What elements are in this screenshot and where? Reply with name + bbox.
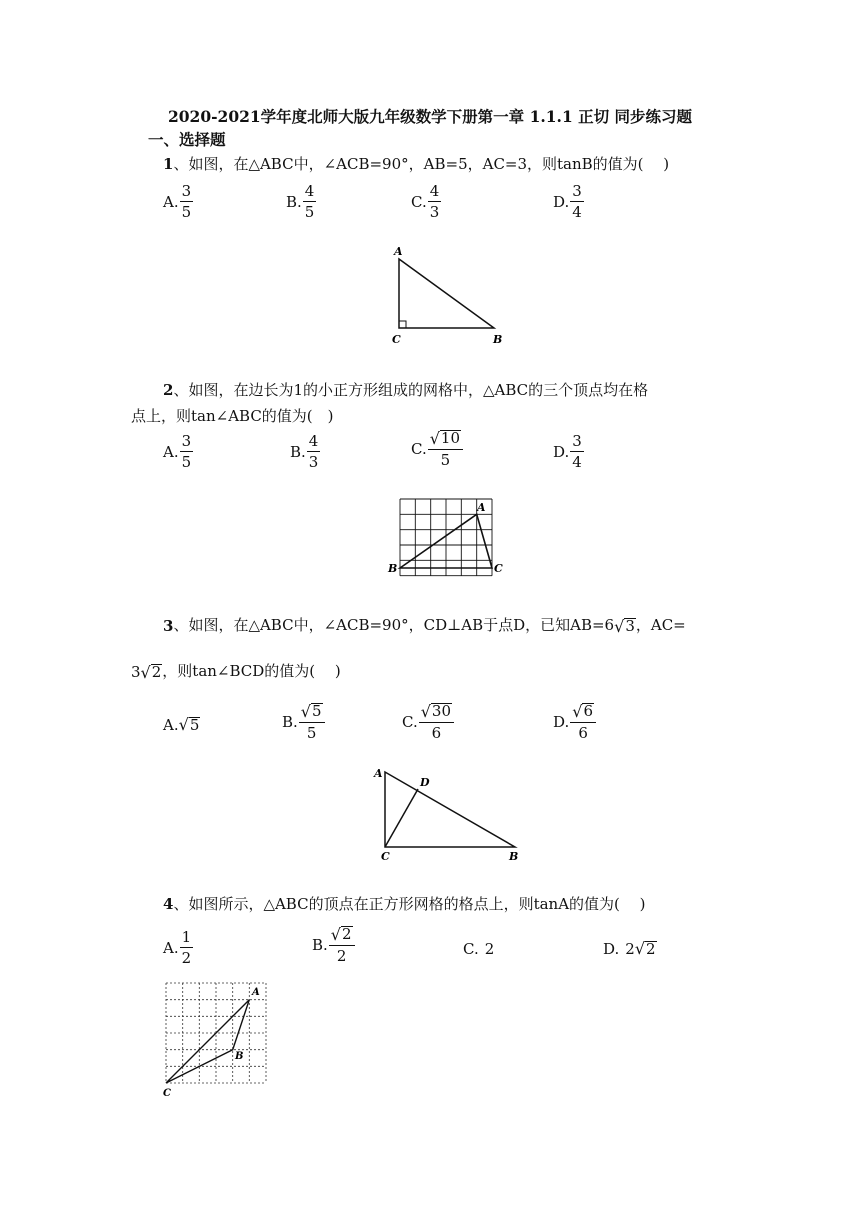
q4-option-c: C. 2 <box>463 940 495 958</box>
q1-option-b: B. $\frac{4}{5}$ <box>286 182 315 221</box>
document-title: 2020-2021学年度北师大版九年级数学下册第一章 1.1.1 正切 同步练习题 <box>167 107 693 126</box>
q2-grid-figure <box>385 492 510 582</box>
q2-option-b: B. $\frac{4}{3}$ <box>290 432 319 471</box>
q3-label-a: A <box>374 767 383 780</box>
question-2-line-2: 点上，则tan∠ABC的值为( ) <box>131 407 334 425</box>
question-3-number: 3 <box>163 617 174 635</box>
question-4 <box>163 893 646 914</box>
q2-label-a: A <box>477 501 486 514</box>
q3-option-a: A. √ 5 <box>163 715 200 735</box>
q2-option-c: C. √ 10 5 <box>411 430 463 468</box>
q3-option-b: B. √ 5 5 <box>282 703 325 741</box>
q3-label-c: C <box>381 850 390 863</box>
q1-label-c: C <box>392 333 401 346</box>
q1-option-a: A. $\frac{3}{5}$ <box>163 182 192 221</box>
q2-label-b: B <box>388 562 398 575</box>
q3-label-d: D <box>420 776 430 789</box>
question-1-number: 1 <box>163 155 174 173</box>
q1-triangle-figure <box>380 240 510 350</box>
question-2-line-1: 2、如图，在边长为1的小正方形组成的网格中，△ABC的三个顶点均在格 <box>163 381 649 399</box>
question-2-number: 2 <box>163 381 174 399</box>
question-3-line-2: 3 √ 2 ，则tan∠BCD的值为( ) <box>131 662 341 682</box>
q1-label-a: A <box>394 245 403 258</box>
q3-triangle-figure <box>368 762 528 866</box>
q3-option-d: D. √ 6 6 <box>553 703 596 741</box>
q4-label-c: C <box>163 1088 171 1099</box>
q1-label-b: B <box>493 333 503 346</box>
question-4-text: 、如图所示，△ABC的顶点在正方形网格的格点上，则tanA的值为( ) <box>173 895 646 913</box>
q4-option-d: D. 2 √ 2 <box>603 939 656 959</box>
q4-label-b: B <box>235 1051 244 1062</box>
q4-option-a: A. $\frac{1}{2}$ <box>163 928 192 967</box>
question-4-number: 4 <box>163 895 174 913</box>
q4-label-a: A <box>252 987 260 998</box>
section-heading: 一、选择题 <box>148 130 226 149</box>
q4-grid-figure <box>158 978 273 1103</box>
q2-option-a: A. $\frac{3}{5}$ <box>163 432 192 471</box>
q1-option-c: C. $\frac{4}{3}$ <box>411 182 440 221</box>
q2-label-c: C <box>494 562 503 575</box>
q3-option-c: C. √ 30 6 <box>402 703 454 741</box>
q4-option-b: B. √ 2 2 <box>312 926 355 964</box>
question-3-line-1: 3 、如图，在△ABC中，∠ACB=90°，CD⊥AB于点D，已知AB=6 √ 3 ，AC= <box>163 616 686 636</box>
question-1 <box>163 153 669 174</box>
q1-option-d: D. $\frac{3}{4}$ <box>553 182 582 221</box>
question-1-text: 、如图，在△ABC中，∠ACB=90°，AB=5，AC=3，则tanB的值为( ) <box>173 155 670 173</box>
q3-label-b: B <box>509 850 519 863</box>
q2-option-d: D. $\frac{3}{4}$ <box>553 432 582 471</box>
